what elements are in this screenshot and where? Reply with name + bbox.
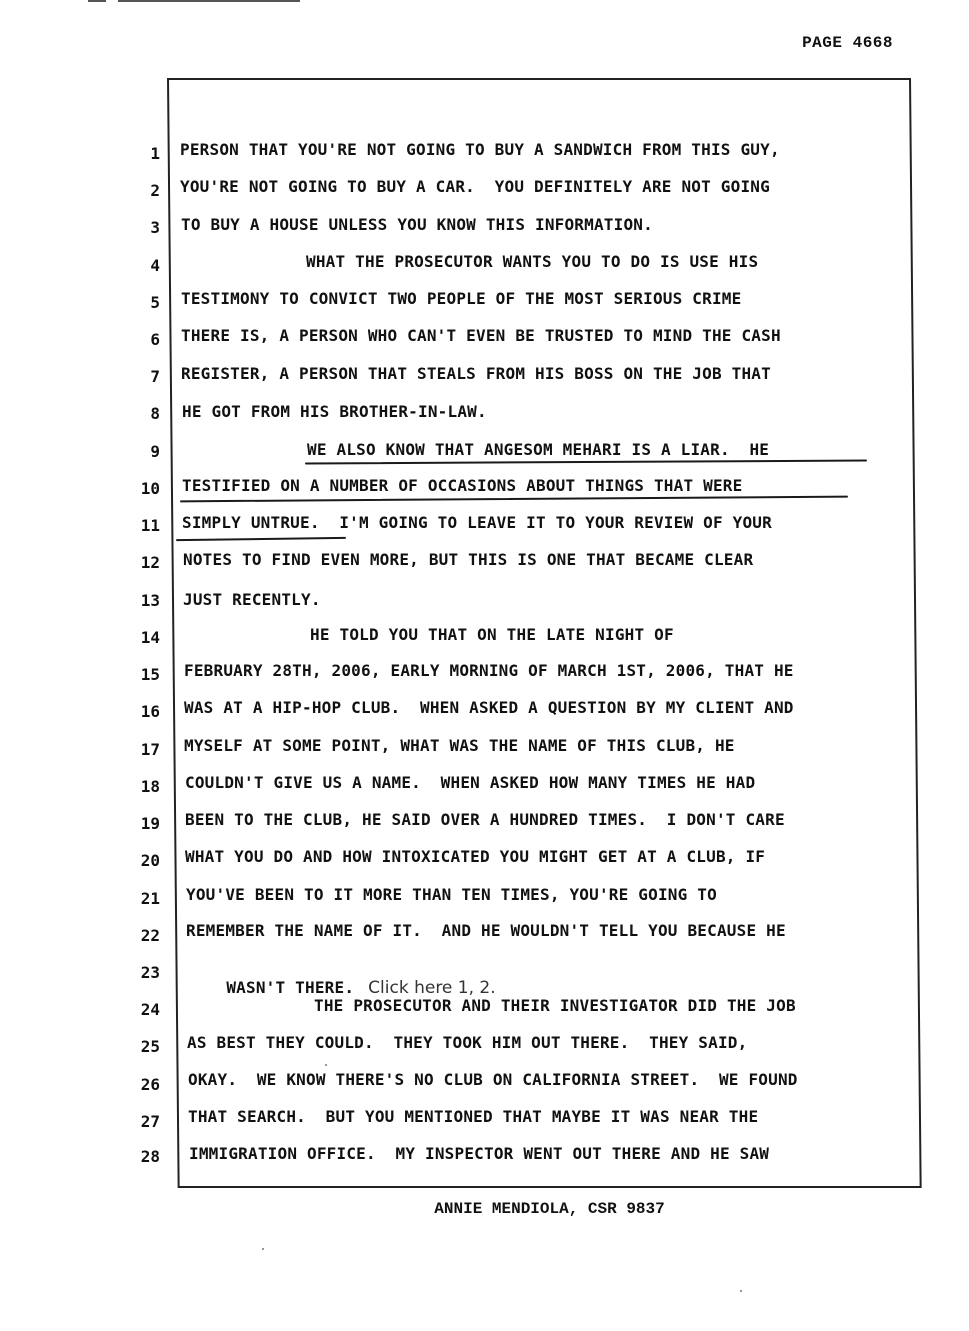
- transcript-line: HE TOLD YOU THAT ON THE LATE NIGHT OF: [310, 625, 674, 644]
- transcript-line: COULDN'T GIVE US A NAME. WHEN ASKED HOW MANY TIMES HE HAD: [185, 773, 756, 792]
- transcript-line: WAS AT A HIP-HOP CLUB. WHEN ASKED A QUESTION BY MY CLIENT AND: [184, 698, 794, 717]
- line-number: 13: [140, 591, 160, 610]
- transcript-line: WHAT THE PROSECUTOR WANTS YOU TO DO IS USE HIS: [306, 252, 759, 271]
- line-number: 26: [140, 1075, 160, 1094]
- transcript-line: YOU'VE BEEN TO IT MORE THAN TEN TIMES, YOU'RE GOING TO: [186, 885, 717, 904]
- transcript-line: REMEMBER THE NAME OF IT. AND HE WOULDN'T TELL YOU BECAUSE HE: [186, 921, 786, 940]
- line-number: 19: [140, 814, 160, 833]
- transcript-line: BEEN TO THE CLUB, HE SAID OVER A HUNDRED TIMES. I DON'T CARE: [185, 810, 785, 829]
- line-number: 14: [140, 628, 160, 647]
- line-number: 17: [140, 740, 160, 759]
- court-reporter-footer: ANNIE MENDIOLA, CSR 9837: [434, 1200, 665, 1218]
- line-number: 8: [150, 404, 160, 423]
- transcript-line: TO BUY A HOUSE UNLESS YOU KNOW THIS INFORMATION.: [181, 215, 653, 234]
- line-number: 1: [150, 144, 160, 163]
- line-number: 15: [140, 665, 160, 684]
- line-number: 23: [140, 963, 160, 982]
- scan-speck: [262, 1248, 264, 1250]
- line-number: 6: [150, 330, 160, 349]
- line-number: 10: [140, 479, 160, 498]
- transcript-line: IMMIGRATION OFFICE. MY INSPECTOR WENT OUT THERE AND HE SAW: [189, 1144, 770, 1163]
- transcript-line: MYSELF AT SOME POINT, WHAT WAS THE NAME OF THIS CLUB, HE: [184, 736, 735, 755]
- transcript-line: PERSON THAT YOU'RE NOT GOING TO BUY A SANDWICH FROM THIS GUY,: [180, 140, 780, 159]
- line-number: 27: [140, 1112, 160, 1131]
- transcript-line: HE GOT FROM HIS BROTHER-IN-LAW.: [182, 402, 487, 421]
- scan-speck: [740, 1290, 742, 1292]
- transcript-line: REGISTER, A PERSON THAT STEALS FROM HIS BOSS ON THE JOB THAT: [181, 364, 771, 383]
- line-number: 22: [140, 926, 160, 945]
- line-number: 25: [140, 1037, 160, 1056]
- transcript-line: WHAT YOU DO AND HOW INTOXICATED YOU MIGHT GET AT A CLUB, IF: [185, 847, 766, 866]
- line-number: 3: [150, 218, 160, 237]
- transcript-line: TESTIMONY TO CONVICT TWO PEOPLE OF THE MOST SERIOUS CRIME: [181, 289, 742, 308]
- transcript-line: WE ALSO KNOW THAT ANGESOM MEHARI IS A LIAR. HE: [307, 440, 770, 459]
- transcript-line: YOU'RE NOT GOING TO BUY A CAR. YOU DEFINITELY ARE NOT GOING: [180, 177, 770, 196]
- line-number: 4: [150, 256, 160, 275]
- click-here-link[interactable]: Click here 1, 2.: [368, 978, 496, 998]
- line-number: 28: [140, 1147, 160, 1166]
- line-number: 20: [140, 851, 160, 870]
- transcript-line: WASN'T THERE.: [226, 978, 355, 997]
- line-number: 9: [150, 442, 160, 461]
- transcript-line: AS BEST THEY COULD. THEY TOOK HIM OUT THERE. THEY SAID,: [187, 1033, 748, 1052]
- line-number: 18: [140, 777, 160, 796]
- line-number: 21: [140, 889, 160, 908]
- transcript-line: JUST RECENTLY.: [183, 590, 321, 609]
- line-number: 16: [140, 702, 160, 721]
- transcript-line: FEBRUARY 28TH, 2006, EARLY MORNING OF MARCH 1ST, 2006, THAT HE: [184, 661, 794, 680]
- transcript-line: THAT SEARCH. BUT YOU MENTIONED THAT MAYBE IT WAS NEAR THE: [188, 1107, 759, 1126]
- scan-edge-mark: [88, 0, 106, 2]
- transcript-line: NOTES TO FIND EVEN MORE, BUT THIS IS ONE THAT BECAME CLEAR: [183, 550, 754, 569]
- scan-speck: [325, 1064, 327, 1066]
- line-number: 2: [150, 181, 160, 200]
- page-number-header: PAGE 4668: [802, 34, 893, 52]
- line-number: 7: [150, 367, 160, 386]
- line-number: 11: [140, 516, 160, 535]
- transcript-line: TESTIFIED ON A NUMBER OF OCCASIONS ABOUT THINGS THAT WERE: [182, 476, 743, 495]
- transcript-line: THE PROSECUTOR AND THEIR INVESTIGATOR DID THE JOB: [314, 996, 796, 1015]
- line-number: 12: [140, 553, 160, 572]
- transcript-line: SIMPLY UNTRUE. I'M GOING TO LEAVE IT TO YOUR REVIEW OF YOUR: [182, 513, 772, 532]
- line-number: 24: [140, 1000, 160, 1019]
- scan-edge-mark: [118, 0, 300, 2]
- line-number: 5: [150, 293, 160, 312]
- transcript-line: OKAY. WE KNOW THERE'S NO CLUB ON CALIFORNIA STREET. WE FOUND: [188, 1070, 798, 1089]
- transcript-line: THERE IS, A PERSON WHO CAN'T EVEN BE TRUSTED TO MIND THE CASH: [181, 326, 781, 345]
